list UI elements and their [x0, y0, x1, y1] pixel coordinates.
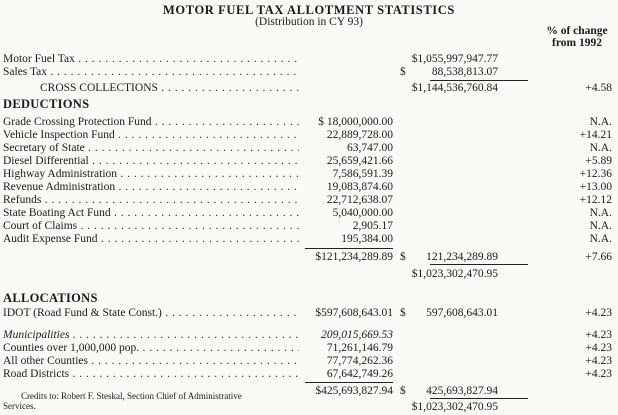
row-percent: +5.89: [585, 155, 612, 167]
deductions-heading: DEDUCTIONS: [3, 97, 90, 111]
idot-row: [0, 307, 618, 320]
row-label: Revenue Administration . . .: [3, 181, 299, 194]
row-label: Motor Fuel Tax . . .: [3, 53, 299, 66]
row-label: Counties over 1,000,000 pop. . . .: [3, 342, 299, 355]
row-total: $ 88,538,813.07: [400, 66, 498, 78]
allocations-total: $ 425,693,827.94: [400, 385, 498, 397]
row-amount: 7,586,591.39: [332, 168, 393, 180]
deduction-row: [0, 220, 618, 233]
row-percent: +7.66: [585, 251, 612, 263]
row-label: Sales Tax . . .: [3, 66, 299, 79]
percent-change-header-line2: from 1992: [552, 37, 602, 49]
allocation-row: [0, 329, 618, 342]
row-percent: +4.23: [585, 307, 612, 319]
deduction-row: [0, 207, 618, 220]
row-amount: 209,015,669.53: [321, 329, 393, 341]
row-label: Court of Claims . . .: [3, 220, 299, 233]
row-label: Municipalities . . .: [3, 329, 299, 342]
deductions-subtotal: $121,234,289.89: [315, 251, 393, 263]
row-amount: 5,040,000.00: [332, 207, 393, 219]
deduction-row: [0, 155, 618, 168]
percent-change-header: [542, 25, 612, 49]
row-percent: N.A.: [589, 207, 612, 219]
row-percent: +4.58: [585, 82, 612, 94]
divider: [430, 264, 528, 265]
row-label: Grade Crossing Protection Fund . . .: [3, 116, 299, 129]
deduction-row: [0, 181, 618, 194]
row-label: Refunds . . .: [3, 194, 299, 207]
row-total: $1,055,997,947.77: [411, 53, 498, 65]
net-amount: $1,023,302,470.95: [411, 268, 498, 280]
row-label: All other Counties . . .: [3, 355, 299, 368]
percent-change-header-line1: % of change: [546, 25, 608, 37]
row-percent: +13.00: [579, 181, 612, 193]
row-percent: +12.12: [579, 194, 612, 206]
divider: [430, 398, 528, 399]
allocations-subtotal: $425,693,827.94: [315, 385, 393, 397]
row-percent: N.A.: [589, 142, 612, 154]
row-percent: N.A.: [589, 220, 612, 232]
row-label: Audit Expense Fund . . .: [3, 233, 299, 246]
deduction-row: [0, 194, 618, 207]
row-percent: +4.23: [585, 342, 612, 354]
table-subtitle: (Distribution in CY 93): [255, 16, 363, 28]
row-label: State Boating Act Fund . . .: [3, 207, 299, 220]
row-percent: +12.36: [579, 168, 612, 180]
row-total: $ 597,608,643.01: [400, 307, 498, 319]
row-amount: 2,905.17: [352, 220, 393, 232]
row-amount: $ 18,000,000.00: [318, 116, 393, 128]
row-amount: 25,659,421.66: [326, 155, 393, 167]
deductions-net-row: [0, 268, 618, 281]
row-total: $1,144,536,760.84: [411, 82, 498, 94]
row-label: IDOT (Road Fund & State Const.) . . .: [3, 307, 299, 320]
row-percent: +4.23: [585, 355, 612, 367]
row-percent: N.A.: [589, 233, 612, 245]
gross-collections-row: [0, 82, 618, 95]
allocation-row: [0, 355, 618, 368]
row-percent: +4.23: [585, 329, 612, 341]
credits-line: Credits to: Robert F. Steskal, Section Chief of Administrative: [21, 391, 242, 401]
row-label: Secretary of State . . .: [3, 142, 299, 155]
motor-fuel-tax-row: [0, 53, 618, 66]
sales-tax-row: [0, 66, 618, 79]
row-label: Diesel Differential . . .: [3, 155, 299, 168]
deduction-row: [0, 142, 618, 155]
deduction-row: [0, 168, 618, 181]
row-amount: 22,712,638.07: [326, 194, 393, 206]
row-amount: 19,083,874.60: [326, 181, 393, 193]
credits-note: [3, 391, 293, 411]
deduction-row: [0, 129, 618, 142]
deduction-row: [0, 116, 618, 129]
divider: [305, 382, 393, 383]
row-amount: 71,261,146.79: [326, 342, 393, 354]
row-label: Road Districts . . .: [3, 368, 299, 381]
deduction-row: [0, 233, 618, 246]
table-title: MOTOR FUEL TAX ALLOTMENT STATISTICS: [163, 3, 455, 17]
row-amount: $597,608,643.01: [315, 307, 393, 319]
row-amount: 77,774,262.36: [326, 355, 393, 367]
divider: [430, 80, 528, 81]
allocations-heading: ALLOCATIONS: [3, 291, 98, 305]
row-amount: 63,747.00: [347, 142, 393, 154]
credits-line: Services.: [3, 401, 36, 411]
row-percent: +14.21: [579, 129, 612, 141]
row-label: Highway Administration . . .: [3, 168, 299, 181]
row-percent: +4.23: [585, 368, 612, 380]
row-label: Vehicle Inspection Fund . . .: [3, 129, 299, 142]
deductions-total: $ 121,234,289.89: [400, 251, 498, 263]
row-percent: N.A.: [589, 116, 612, 128]
row-label: CROSS COLLECTIONS . . .: [3, 82, 299, 95]
row-amount: 195,384.00: [341, 233, 393, 245]
allocation-row: [0, 342, 618, 355]
row-amount: 67,642,749.26: [326, 368, 393, 380]
deductions-total-row: [0, 251, 618, 264]
net-amount: $1,023,302,470.95: [411, 401, 498, 413]
divider: [305, 248, 393, 249]
allocation-row: [0, 368, 618, 381]
row-amount: 22,889,728.00: [326, 129, 393, 141]
